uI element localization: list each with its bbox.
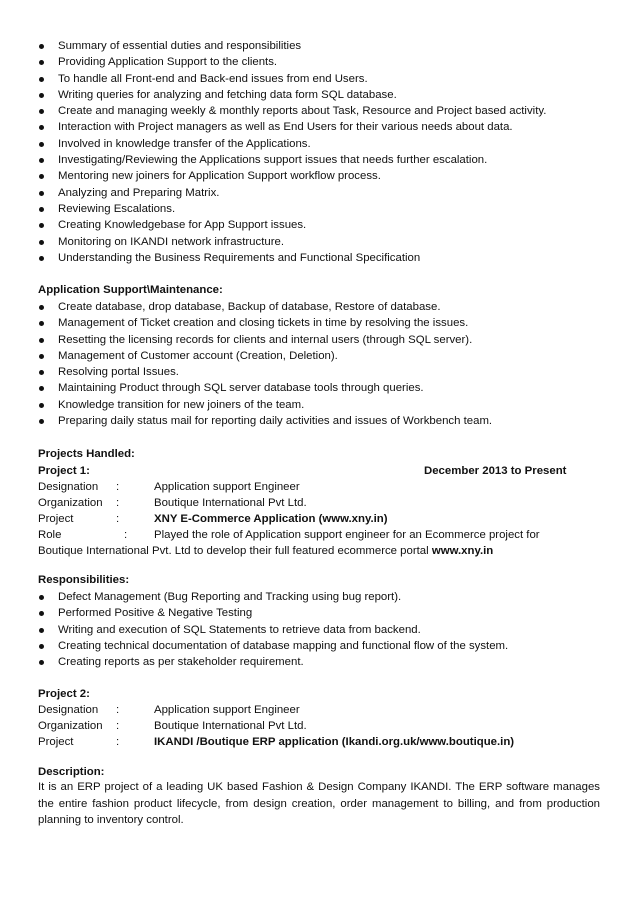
project2-organization-row bbox=[38, 718, 608, 734]
designation-value: Application support Engineer bbox=[154, 481, 300, 493]
project-value: XNY E-Commerce Application (www.xny.in) bbox=[154, 513, 388, 525]
list-item: Summary of essential duties and responsibilities bbox=[38, 38, 608, 54]
project1-designation-row bbox=[38, 479, 608, 495]
separator: : bbox=[116, 720, 120, 732]
designation-label: Designation bbox=[38, 704, 99, 716]
project1-organization-row bbox=[38, 495, 608, 511]
duties-list bbox=[38, 38, 608, 266]
list-item: Preparing daily status mail for reporting daily activities and issues of Workbench team. bbox=[38, 413, 608, 429]
list-item: Create database, drop database, Backup of database, Restore of database. bbox=[38, 299, 608, 315]
responsibilities-list bbox=[38, 589, 608, 670]
project-label: Project bbox=[38, 736, 74, 748]
project1-project-row bbox=[38, 511, 608, 527]
designation-label: Designation bbox=[38, 481, 99, 493]
role-value-line1: Played the role of Application support engineer for an Ecommerce project for bbox=[154, 529, 540, 541]
project1-role-row bbox=[38, 527, 608, 543]
list-item: To handle all Front-end and Back-end issues from end Users. bbox=[38, 71, 608, 87]
list-item: Writing and execution of SQL Statements to retrieve data from backend. bbox=[38, 622, 608, 638]
role-label: Role bbox=[38, 529, 62, 541]
designation-value: Application support Engineer bbox=[154, 704, 300, 716]
list-item: Creating Knowledgebase for App Support issues. bbox=[38, 217, 608, 233]
project2-designation-row bbox=[38, 702, 608, 718]
separator: : bbox=[116, 736, 120, 748]
separator: : bbox=[116, 513, 120, 525]
list-item: Reviewing Escalations. bbox=[38, 201, 608, 217]
maintenance-list bbox=[38, 299, 608, 429]
project1-role-line2 bbox=[38, 543, 493, 559]
list-item: Monitoring on IKANDI network infrastructure. bbox=[38, 234, 608, 250]
project2-project-row bbox=[38, 734, 608, 750]
list-item: Management of Ticket creation and closing tickets in time by resolving the issues. bbox=[38, 315, 608, 331]
list-item: Create and managing weekly & monthly reports about Task, Resource and Project based activity. bbox=[38, 103, 608, 119]
role-value-line2: Boutique International Pvt. Ltd to develop their full featured ecommerce portal bbox=[38, 545, 429, 557]
list-item: Knowledge transition for new joiners of the team. bbox=[38, 397, 608, 413]
projects-heading: Projects Handled: bbox=[38, 448, 135, 460]
project-value: IKANDI /Boutique ERP application (Ikandi.org.uk/www.boutique.in) bbox=[154, 736, 515, 748]
organization-value: Boutique International Pvt Ltd. bbox=[154, 720, 307, 732]
list-item: Maintaining Product through SQL server database tools through queries. bbox=[38, 380, 608, 396]
responsibilities-heading: Responsibilities: bbox=[38, 574, 130, 586]
description-text: It is an ERP project of a leading UK based Fashion & Design Company IKANDI. The ERP software manages the entire fashion product lifecycle, from design creation, order management to billing, and from production planning to inventory control. bbox=[38, 781, 600, 826]
list-item: Investigating/Reviewing the Applications support issues that needs further escalation. bbox=[38, 152, 608, 168]
separator: : bbox=[116, 481, 120, 493]
list-item: Resolving portal Issues. bbox=[38, 364, 608, 380]
description-heading: Description: bbox=[38, 766, 105, 778]
list-item: Creating technical documentation of database mapping and functional flow of the system. bbox=[38, 638, 608, 654]
project-label: Project bbox=[38, 513, 74, 525]
project2-title: Project 2: bbox=[38, 688, 90, 700]
maintenance-heading: Application Support\Maintenance: bbox=[38, 284, 223, 296]
organization-label: Organization bbox=[38, 497, 103, 509]
organization-label: Organization bbox=[38, 720, 103, 732]
list-item: Involved in knowledge transfer of the Applications. bbox=[38, 136, 608, 152]
list-item: Resetting the licensing records for clients and internal users (through SQL server). bbox=[38, 332, 608, 348]
list-item: Providing Application Support to the clients. bbox=[38, 54, 608, 70]
separator: : bbox=[124, 529, 128, 541]
list-item: Analyzing and Preparing Matrix. bbox=[38, 185, 608, 201]
list-item: Creating reports as per stakeholder requirement. bbox=[38, 654, 608, 670]
project1-date: December 2013 to Present bbox=[424, 465, 567, 477]
list-item: Understanding the Business Requirements and Functional Specification bbox=[38, 250, 608, 266]
role-link[interactable]: www.xny.in bbox=[431, 545, 494, 557]
list-item: Management of Customer account (Creation, Deletion). bbox=[38, 348, 608, 364]
list-item: Defect Management (Bug Reporting and Tracking using bug report). bbox=[38, 589, 608, 605]
separator: : bbox=[116, 704, 120, 716]
organization-value: Boutique International Pvt Ltd. bbox=[154, 497, 307, 509]
list-item: Writing queries for analyzing and fetching data form SQL database. bbox=[38, 87, 608, 103]
list-item: Interaction with Project managers as well as End Users for their various needs about data. bbox=[38, 119, 608, 135]
list-item: Performed Positive & Negative Testing bbox=[38, 605, 608, 621]
project1-title: Project 1: bbox=[38, 465, 90, 477]
separator: : bbox=[116, 497, 120, 509]
list-item: Mentoring new joiners for Application Support workflow process. bbox=[38, 168, 608, 184]
